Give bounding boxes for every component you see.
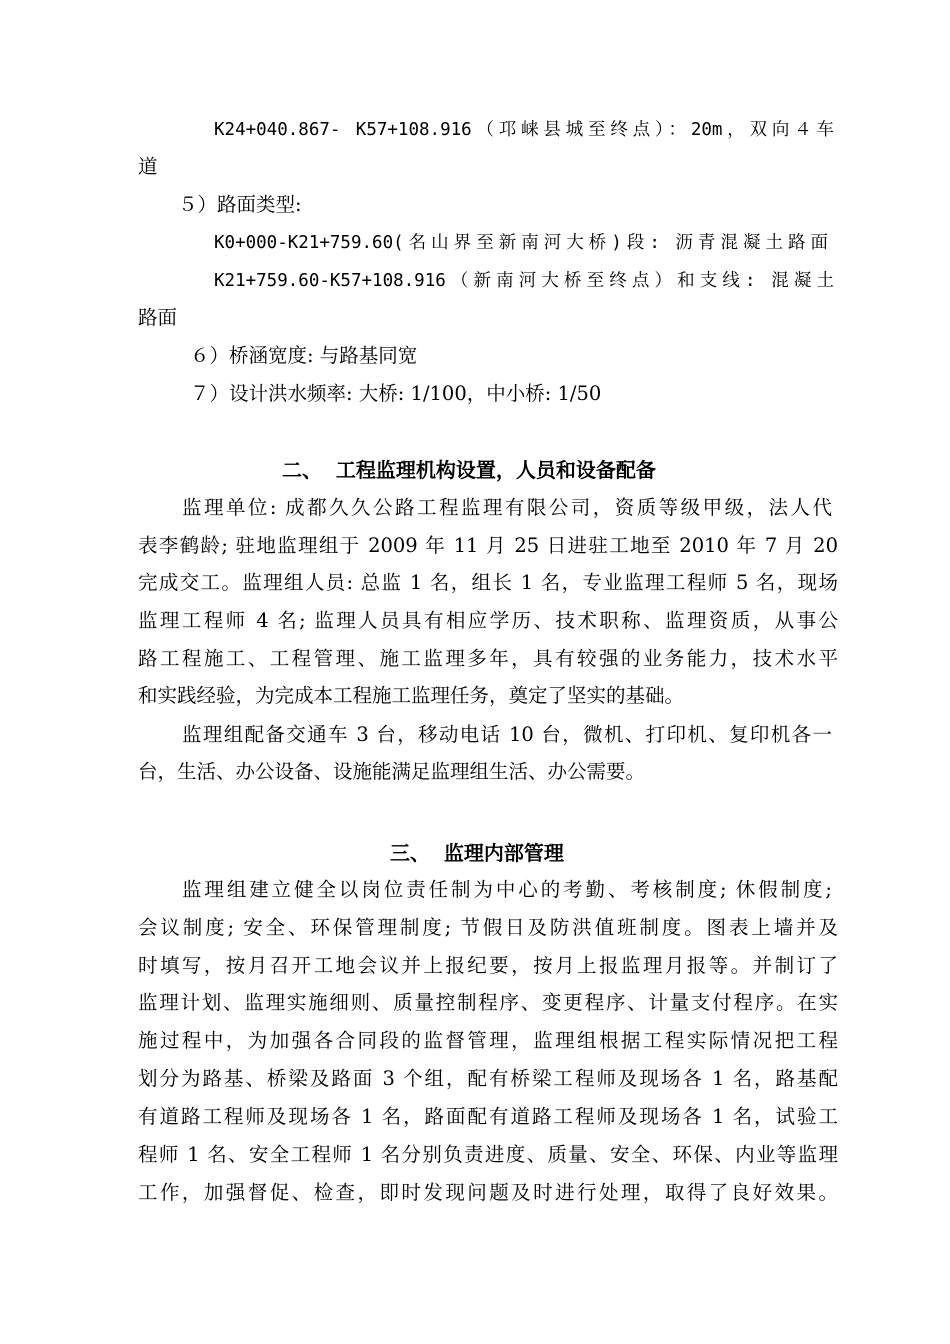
section-3-p1-line-4: 监理计划、监理实施细则、质量控制程序、变更程序、计量支付程序。在实: [138, 991, 838, 1014]
section-2-p1-line-5: 路工程施工、工程管理、施工监理多年，具有较强的业务能力，技术水平: [138, 647, 838, 670]
section-2-p2-line-1: 监理组配备交通车 3 台，移动电话 10 台，微机、打印机、复印机各一: [182, 723, 832, 746]
section-3-p1-line-8: 程师 1 名、安全工程师 1 名分别负责进度、质量、安全、环保、内业等监理: [138, 1143, 838, 1166]
item-5-line-1: K0+000-K21+759.60(名山界至新南河大桥)段: 沥青混凝土路面: [214, 233, 828, 253]
section-3-p1-line-5: 施过程中，为加强各合同段的监督管理，监理组根据工程实际情况把工程: [138, 1029, 838, 1052]
section-2-p1-line-2: 表李鹤龄; 驻地监理组于 2009 年 11 月 25 日进驻工地至 2010 年 7 月 20: [138, 534, 838, 557]
section-2-p1-line-1: 监理单位: 成都久久公路工程监理有限公司，资质等级甲级，法人代: [182, 496, 832, 519]
section-3-p1-line-1: 监理组建立健全以岗位责任制为中心的考勤、考核制度; 休假制度;: [182, 878, 832, 901]
item-6: ６）桥涵宽度: 与路基同宽: [190, 344, 418, 367]
item-5-line-2: K21+759.60-K57+108.916（新南河大桥至终点）和支线: 混凝土: [214, 271, 834, 291]
item-7: ７）设计洪水频率: 大桥: 1/100，中小桥: 1/50: [190, 382, 602, 405]
section-3-p1-line-9: 工作，加强督促、检查，即时发现问题及时进行处理，取得了良好效果。: [138, 1181, 838, 1204]
section-3-p1-line-7: 有道路工程师及现场各 1 名，路面配有道路工程师及现场各 1 名，试验工: [138, 1105, 838, 1128]
item-5-line-3: 路面: [138, 306, 178, 329]
section-2-p1-line-3: 完成交工。监理组人员: 总监 1 名，组长 1 名，专业监理工程师 5 名，现场: [138, 571, 838, 594]
section-3-p1-line-6: 划分为路基、桥梁及路面 3 个组，配有桥梁工程师及现场各 1 名，路基配: [138, 1067, 838, 1090]
k24-width-line-continued: 道: [138, 155, 158, 178]
section-2-p2-line-2: 台，生活、办公设备、设施能满足监理组生活、办公需要。: [138, 760, 646, 783]
item-5-title: ５）路面类型:: [178, 193, 302, 216]
section-2-heading: 二、 工程监理机构设置，人员和设备配备: [282, 458, 656, 482]
section-3-p1-line-2: 会议制度; 安全、环保管理制度; 节假日及防洪值班制度。图表上墙并及: [138, 916, 838, 939]
section-2-p1-line-6: 和实践经验，为完成本工程施工监理任务，奠定了坚实的基础。: [138, 684, 685, 707]
k24-width-line: K24+040.867- K57+108.916（邛崃县城至终点）：20m，双向４车: [214, 120, 834, 140]
section-2-p1-line-4: 监理工程师 4 名; 监理人员具有相应学历、技术职称、监理资质，从事公: [138, 609, 838, 632]
section-3-p1-line-3: 时填写，按月召开工地会议并上报纪要，按月上报监理月报等。并制订了: [138, 954, 838, 977]
section-3-heading: 三、 监理内部管理: [390, 841, 564, 865]
